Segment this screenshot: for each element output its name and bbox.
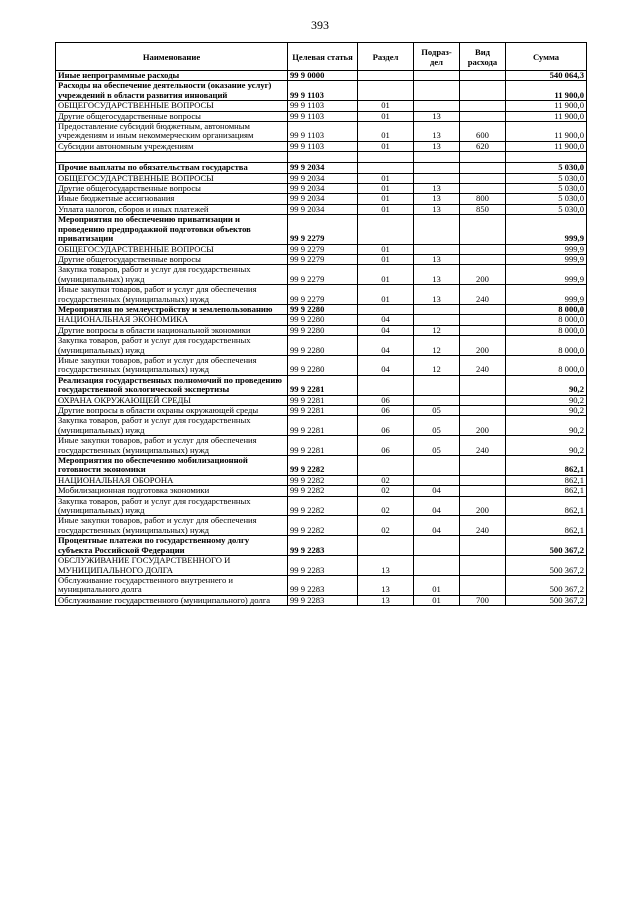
cell-section: 01 [358, 111, 414, 121]
cell-name: Закупка товаров, работ и услуг для государственных (муниципальных) нужд [56, 336, 288, 356]
cell-section [358, 81, 414, 101]
cell-amount: 8 000,0 [506, 315, 587, 325]
cell-amount [506, 152, 587, 163]
cell-type: 200 [460, 336, 506, 356]
cell-target: 99 9 2283 [288, 556, 358, 576]
cell-target [288, 152, 358, 163]
cell-name [56, 152, 288, 163]
cell-amount: 862,1 [506, 496, 587, 516]
cell-name: Иные закупки товаров, работ и услуг для обеспечения государственных (муниципальных) нужд [56, 516, 288, 536]
table-row [56, 436, 587, 456]
cell-type: 800 [460, 194, 506, 204]
cell-target: 99 9 1103 [288, 101, 358, 111]
cell-amount: 862,1 [506, 486, 587, 496]
cell-amount: 11 900,0 [506, 122, 587, 142]
cell-section: 01 [358, 122, 414, 142]
cell-target: 99 9 1103 [288, 122, 358, 142]
cell-name: ОБЩЕГОСУДАРСТВЕННЫЕ ВОПРОСЫ [56, 244, 288, 254]
cell-subsection: 01 [414, 575, 460, 595]
cell-subsection [414, 81, 460, 101]
cell-subsection [414, 101, 460, 111]
table-row [56, 395, 587, 405]
cell-amount: 500 367,2 [506, 595, 587, 605]
header-section: Раздел [358, 43, 414, 71]
cell-section: 04 [358, 336, 414, 356]
header-target: Целевая статья [288, 43, 358, 71]
cell-type: 200 [460, 265, 506, 285]
cell-type: 850 [460, 204, 506, 214]
cell-type [460, 173, 506, 183]
cell-subsection: 12 [414, 355, 460, 375]
cell-amount: 5 030,0 [506, 204, 587, 214]
table-row [56, 163, 587, 173]
cell-subsection: 12 [414, 336, 460, 356]
table-row [56, 315, 587, 325]
cell-subsection: 13 [414, 254, 460, 264]
cell-amount: 999,9 [506, 244, 587, 254]
cell-amount: 999,9 [506, 285, 587, 305]
cell-subsection: 13 [414, 141, 460, 151]
cell-section: 04 [358, 325, 414, 335]
cell-name: Процентные платежи по государственному долгу субъекта Российской Федерации [56, 536, 288, 556]
cell-name: Уплата налогов, сборов и иных платежей [56, 204, 288, 214]
cell-type [460, 101, 506, 111]
cell-type [460, 184, 506, 194]
cell-type: 240 [460, 516, 506, 536]
table-row [56, 122, 587, 142]
table-row [56, 475, 587, 485]
cell-amount: 5 030,0 [506, 194, 587, 204]
cell-target: 99 9 2283 [288, 595, 358, 605]
cell-section: 01 [358, 204, 414, 214]
cell-type [460, 304, 506, 314]
cell-type: 240 [460, 355, 506, 375]
cell-target: 99 9 2280 [288, 304, 358, 314]
cell-target: 99 9 2282 [288, 496, 358, 516]
cell-target: 99 9 2279 [288, 244, 358, 254]
cell-subsection: 12 [414, 325, 460, 335]
cell-target: 99 9 2280 [288, 336, 358, 356]
cell-subsection [414, 173, 460, 183]
cell-name: Обслуживание государственного внутреннего и муниципального долга [56, 575, 288, 595]
cell-target: 99 9 2034 [288, 163, 358, 173]
table-row [56, 375, 587, 395]
table-row [56, 152, 587, 163]
cell-section: 06 [358, 436, 414, 456]
cell-name: Закупка товаров, работ и услуг для государственных (муниципальных) нужд [56, 416, 288, 436]
cell-type [460, 395, 506, 405]
cell-target: 99 9 2282 [288, 486, 358, 496]
table-row [56, 496, 587, 516]
cell-type: 240 [460, 285, 506, 305]
cell-type [460, 486, 506, 496]
cell-subsection: 13 [414, 122, 460, 142]
table-row [56, 71, 587, 81]
cell-section [358, 215, 414, 244]
cell-amount: 11 900,0 [506, 101, 587, 111]
cell-target: 99 9 2280 [288, 315, 358, 325]
cell-type [460, 556, 506, 576]
cell-amount: 11 900,0 [506, 111, 587, 121]
cell-section: 02 [358, 496, 414, 516]
cell-name: ОБЩЕГОСУДАРСТВЕННЫЕ ВОПРОСЫ [56, 173, 288, 183]
cell-section: 06 [358, 406, 414, 416]
table-row [56, 254, 587, 264]
cell-section: 02 [358, 486, 414, 496]
cell-amount: 5 030,0 [506, 163, 587, 173]
table-row [56, 184, 587, 194]
cell-name: НАЦИОНАЛЬНАЯ ЭКОНОМИКА [56, 315, 288, 325]
table-row [56, 265, 587, 285]
cell-amount: 11 900,0 [506, 81, 587, 101]
cell-subsection: 13 [414, 285, 460, 305]
cell-type: 620 [460, 141, 506, 151]
table-row [56, 336, 587, 356]
cell-subsection: 13 [414, 204, 460, 214]
cell-subsection [414, 456, 460, 476]
cell-amount: 540 064,3 [506, 71, 587, 81]
cell-section [358, 71, 414, 81]
cell-name: Мероприятия по обеспечению приватизации и проведению предпродажной подготовки объектов приватизации [56, 215, 288, 244]
table-row [56, 285, 587, 305]
cell-section: 13 [358, 556, 414, 576]
cell-subsection: 13 [414, 111, 460, 121]
cell-amount: 5 030,0 [506, 173, 587, 183]
cell-subsection [414, 152, 460, 163]
cell-subsection: 04 [414, 486, 460, 496]
cell-type [460, 81, 506, 101]
cell-subsection [414, 536, 460, 556]
cell-subsection [414, 315, 460, 325]
cell-target: 99 9 2281 [288, 375, 358, 395]
cell-section: 06 [358, 416, 414, 436]
cell-amount: 500 367,2 [506, 536, 587, 556]
cell-target: 99 9 2034 [288, 204, 358, 214]
cell-section: 13 [358, 595, 414, 605]
cell-section: 02 [358, 475, 414, 485]
cell-section: 02 [358, 516, 414, 536]
cell-type [460, 244, 506, 254]
cell-section [358, 375, 414, 395]
table-row [56, 141, 587, 151]
table-row [56, 416, 587, 436]
cell-amount: 90,2 [506, 395, 587, 405]
cell-target: 99 9 2279 [288, 285, 358, 305]
cell-subsection [414, 304, 460, 314]
cell-type [460, 456, 506, 476]
cell-name: Другие общегосударственные вопросы [56, 184, 288, 194]
cell-section: 01 [358, 254, 414, 264]
table-row [56, 516, 587, 536]
cell-amount: 90,2 [506, 416, 587, 436]
header-type: Вид расхода [460, 43, 506, 71]
cell-amount: 500 367,2 [506, 575, 587, 595]
table-row [56, 244, 587, 254]
cell-name: Субсидии автономным учреждениям [56, 141, 288, 151]
table-row [56, 215, 587, 244]
cell-subsection [414, 556, 460, 576]
cell-subsection: 13 [414, 184, 460, 194]
cell-subsection: 13 [414, 265, 460, 285]
cell-amount: 90,2 [506, 375, 587, 395]
cell-subsection: 13 [414, 194, 460, 204]
cell-section: 01 [358, 101, 414, 111]
cell-section: 01 [358, 265, 414, 285]
cell-section: 01 [358, 173, 414, 183]
cell-section [358, 152, 414, 163]
cell-section: 01 [358, 285, 414, 305]
cell-amount: 999,9 [506, 265, 587, 285]
cell-section [358, 456, 414, 476]
cell-target: 99 9 0000 [288, 71, 358, 81]
cell-name: Закупка товаров, работ и услуг для государственных (муниципальных) нужд [56, 265, 288, 285]
table-row [56, 355, 587, 375]
header-name: Наименование [56, 43, 288, 71]
cell-target: 99 9 2281 [288, 436, 358, 456]
cell-target: 99 9 2034 [288, 173, 358, 183]
cell-name: ОБСЛУЖИВАНИЕ ГОСУДАРСТВЕННОГО И МУНИЦИПАЛЬНОГО ДОЛГА [56, 556, 288, 576]
table-row [56, 575, 587, 595]
cell-name: Другие вопросы в области национальной экономики [56, 325, 288, 335]
cell-subsection [414, 215, 460, 244]
cell-target: 99 9 2281 [288, 395, 358, 405]
cell-name: Мероприятия по землеустройству и землепользованию [56, 304, 288, 314]
cell-type: 200 [460, 416, 506, 436]
cell-section [358, 304, 414, 314]
cell-name: Мобилизационная подготовка экономики [56, 486, 288, 496]
cell-target: 99 9 2279 [288, 265, 358, 285]
table-row [56, 325, 587, 335]
cell-amount: 862,1 [506, 516, 587, 536]
cell-amount: 999,9 [506, 254, 587, 264]
cell-name: Мероприятия по обеспечению мобилизационной готовности экономики [56, 456, 288, 476]
cell-name: ОБЩЕГОСУДАРСТВЕННЫЕ ВОПРОСЫ [56, 101, 288, 111]
cell-name: Иные закупки товаров, работ и услуг для обеспечения государственных (муниципальных) нужд [56, 436, 288, 456]
cell-target: 99 9 2283 [288, 536, 358, 556]
cell-target: 99 9 2280 [288, 325, 358, 335]
cell-subsection: 05 [414, 406, 460, 416]
table-row [56, 204, 587, 214]
cell-subsection: 04 [414, 496, 460, 516]
cell-name: Обслуживание государственного (муниципального) долга [56, 595, 288, 605]
cell-type [460, 406, 506, 416]
cell-amount: 8 000,0 [506, 355, 587, 375]
cell-target: 99 9 2280 [288, 355, 358, 375]
table-row [56, 556, 587, 576]
cell-section: 01 [358, 194, 414, 204]
cell-type [460, 325, 506, 335]
table-row [56, 486, 587, 496]
cell-target: 99 9 2279 [288, 215, 358, 244]
cell-type [460, 163, 506, 173]
table-row [56, 173, 587, 183]
cell-type [460, 475, 506, 485]
table-row [56, 304, 587, 314]
cell-target: 99 9 1103 [288, 141, 358, 151]
cell-section: 01 [358, 184, 414, 194]
budget-table [55, 42, 587, 606]
cell-target: 99 9 2281 [288, 406, 358, 416]
cell-amount: 500 367,2 [506, 556, 587, 576]
cell-target: 99 9 1103 [288, 81, 358, 101]
cell-target: 99 9 2281 [288, 416, 358, 436]
cell-target: 99 9 2282 [288, 516, 358, 536]
cell-type [460, 254, 506, 264]
cell-section: 04 [358, 355, 414, 375]
cell-target: 99 9 2283 [288, 575, 358, 595]
table-body [56, 71, 587, 606]
cell-subsection [414, 475, 460, 485]
cell-name: Прочие выплаты по обязательствам государства [56, 163, 288, 173]
cell-type: 240 [460, 436, 506, 456]
table-row [56, 536, 587, 556]
cell-type [460, 315, 506, 325]
page-number: 393 [311, 18, 329, 32]
table-row [56, 194, 587, 204]
header-amount: Сумма [506, 43, 587, 71]
cell-target: 99 9 1103 [288, 111, 358, 121]
cell-section: 01 [358, 244, 414, 254]
cell-type [460, 111, 506, 121]
cell-amount: 8 000,0 [506, 304, 587, 314]
cell-subsection: 05 [414, 416, 460, 436]
table-header-row [56, 43, 587, 71]
cell-type [460, 375, 506, 395]
cell-type [460, 71, 506, 81]
cell-amount: 11 900,0 [506, 141, 587, 151]
cell-subsection [414, 395, 460, 405]
cell-name: ОХРАНА ОКРУЖАЮЩЕЙ СРЕДЫ [56, 395, 288, 405]
cell-amount: 999,9 [506, 215, 587, 244]
cell-target: 99 9 2282 [288, 475, 358, 485]
cell-section: 04 [358, 315, 414, 325]
cell-target: 99 9 2034 [288, 184, 358, 194]
cell-type: 700 [460, 595, 506, 605]
cell-subsection [414, 163, 460, 173]
table-row [56, 406, 587, 416]
cell-subsection [414, 71, 460, 81]
cell-type [460, 536, 506, 556]
cell-name: Реализация государственных полномочий по проведению государственной экологической экспертизы [56, 375, 288, 395]
table-row [56, 595, 587, 605]
cell-target: 99 9 2279 [288, 254, 358, 264]
cell-type [460, 575, 506, 595]
cell-target: 99 9 2034 [288, 194, 358, 204]
cell-section: 01 [358, 141, 414, 151]
cell-section: 13 [358, 575, 414, 595]
cell-name: Другие общегосударственные вопросы [56, 111, 288, 121]
cell-type [460, 152, 506, 163]
cell-name: Иные непрограммные расходы [56, 71, 288, 81]
cell-subsection: 01 [414, 595, 460, 605]
cell-section [358, 536, 414, 556]
cell-amount: 5 030,0 [506, 184, 587, 194]
table-row [56, 111, 587, 121]
cell-amount: 8 000,0 [506, 336, 587, 356]
table-row [56, 456, 587, 476]
table-row [56, 81, 587, 101]
table-row [56, 101, 587, 111]
cell-name: Закупка товаров, работ и услуг для государственных (муниципальных) нужд [56, 496, 288, 516]
cell-amount: 8 000,0 [506, 325, 587, 335]
cell-name: Другие общегосударственные вопросы [56, 254, 288, 264]
cell-name: НАЦИОНАЛЬНАЯ ОБОРОНА [56, 475, 288, 485]
cell-name: Другие вопросы в области охраны окружающей среды [56, 406, 288, 416]
cell-target: 99 9 2282 [288, 456, 358, 476]
cell-type: 200 [460, 496, 506, 516]
cell-type [460, 215, 506, 244]
cell-type: 600 [460, 122, 506, 142]
cell-amount: 90,2 [506, 436, 587, 456]
cell-subsection [414, 244, 460, 254]
cell-subsection [414, 375, 460, 395]
cell-amount: 862,1 [506, 475, 587, 485]
header-subsection: Подраз-дел [414, 43, 460, 71]
cell-subsection: 04 [414, 516, 460, 536]
cell-name: Предоставление субсидий бюджетным, автономным учреждениям и иным некоммерческим организациям [56, 122, 288, 142]
cell-name: Иные закупки товаров, работ и услуг для обеспечения государственных (муниципальных) нужд [56, 355, 288, 375]
cell-section: 06 [358, 395, 414, 405]
cell-amount: 90,2 [506, 406, 587, 416]
cell-name: Иные закупки товаров, работ и услуг для обеспечения государственных (муниципальных) нужд [56, 285, 288, 305]
cell-amount: 862,1 [506, 456, 587, 476]
cell-name: Расходы на обеспечение деятельности (оказание услуг) учреждений в области развития инноваций [56, 81, 288, 101]
cell-subsection: 05 [414, 436, 460, 456]
cell-name: Иные бюджетные ассигнования [56, 194, 288, 204]
cell-section [358, 163, 414, 173]
